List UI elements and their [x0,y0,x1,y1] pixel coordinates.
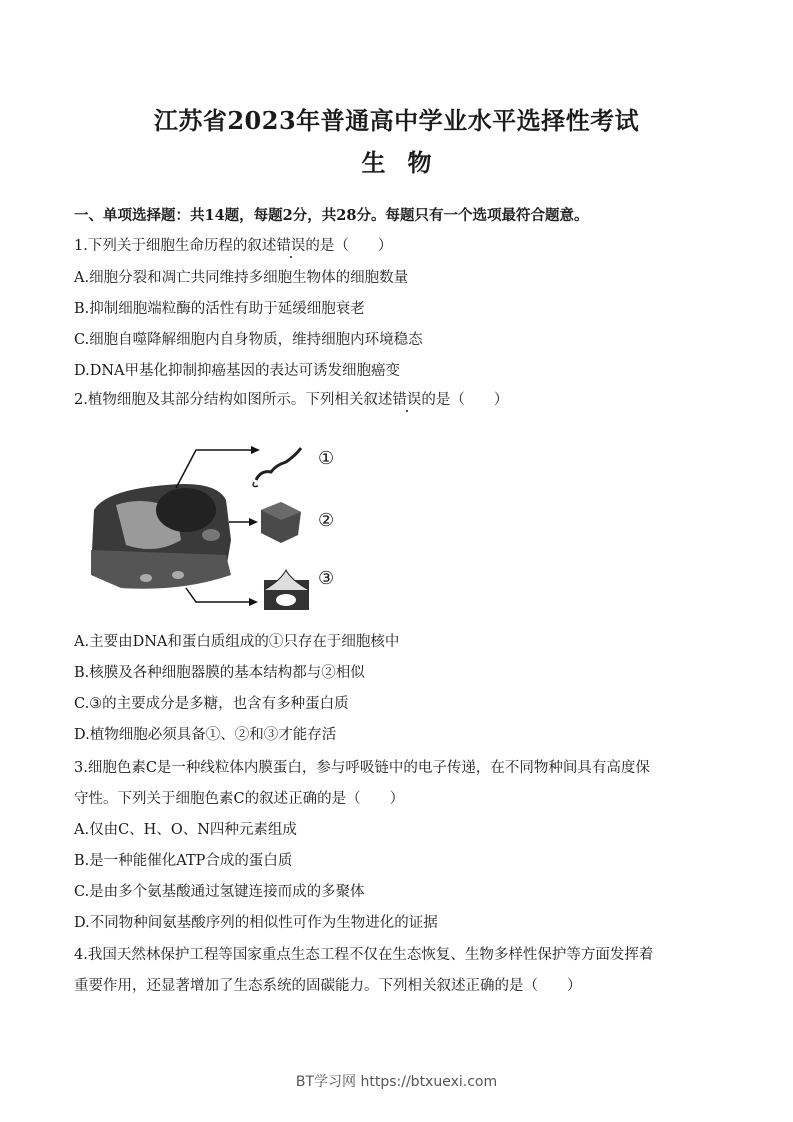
plant-cell-diagram-icon [86,440,356,615]
question-3-option-b: B.是一种能催化ATP合成的蛋白质 [74,853,293,869]
question-3-stem-line2: 守性。下列关于细胞色素C的叙述正确的是（ ） [74,791,405,807]
stem-text: 1.下列关于细胞生命历程的叙述 [74,238,277,254]
question-3-option-a: A.仅由C、H、O、N四种元素组成 [74,822,297,838]
question-4-stem-line1: 4.我国天然林保护工程等国家重点生态工程不仅在生态恢复、生物多样性保护等方面发挥着 [74,947,654,963]
stem-text: 2.植物细胞及其部分结构如图所示。下列相关叙述 [74,392,393,408]
stem-text: 的是（ ） [421,392,509,408]
question-2-option-a: A.主要由DNA和蛋白质组成的①只存在于细胞核中 [74,634,400,650]
question-3-option-d: D.不同物种间氨基酸序列的相似性可作为生物进化的证据 [74,915,438,931]
section-heading: 一、单项选择题：共14题，每题2分，共28分。每题只有一个选项最符合题意。 [74,207,589,224]
question-1-option-a: A.细胞分裂和凋亡共同维持多细胞生物体的细胞数量 [74,270,409,286]
emphasis-word: 错误 [276,238,306,254]
question-3-stem-line1: 3.细胞色素C是一种线粒体内膜蛋白，参与呼吸链中的电子传递，在不同物种间具有高度保 [74,760,650,776]
exam-title: 江苏省2023年普通高中学业水平选择性考试 [153,106,640,135]
emphasis-word: 错误 [392,392,422,408]
question-1-option-c: C.细胞自噬降解细胞内自身物质，维持细胞内环境稳态 [74,332,423,348]
stem-text: 的是（ ） [305,238,393,254]
question-1-option-b: B.抑制细胞端粒酶的活性有助于延缓细胞衰老 [74,301,365,317]
question-2-option-b: B.核膜及各种细胞器膜的基本结构都与②相似 [74,665,365,681]
question-1-option-d: D.DNA甲基化抑制抑癌基因的表达可诱发细胞癌变 [74,363,401,379]
question-4-stem-line2: 重要作用，还显著增加了生态系统的固碳能力。下列相关叙述正确的是（ ） [74,978,582,994]
label-1: ① [318,448,335,469]
question-3-option-c: C.是由多个氨基酸通过氢键连接而成的多聚体 [74,884,365,900]
footer-watermark: BT学习网 https://btxuexi.com [295,1074,498,1090]
subject-title: 生物 [361,148,454,177]
question-1-stem [74,236,392,256]
question-2-option-d: D.植物细胞必须具备①、②和③才能存活 [74,727,337,743]
label-3: ③ [318,568,335,589]
question-2-stem [74,390,508,410]
label-2: ② [318,510,335,531]
question-2-option-c: C.③的主要成分是多糖，也含有多种蛋白质 [74,696,349,712]
plant-cell-figure [86,440,356,615]
